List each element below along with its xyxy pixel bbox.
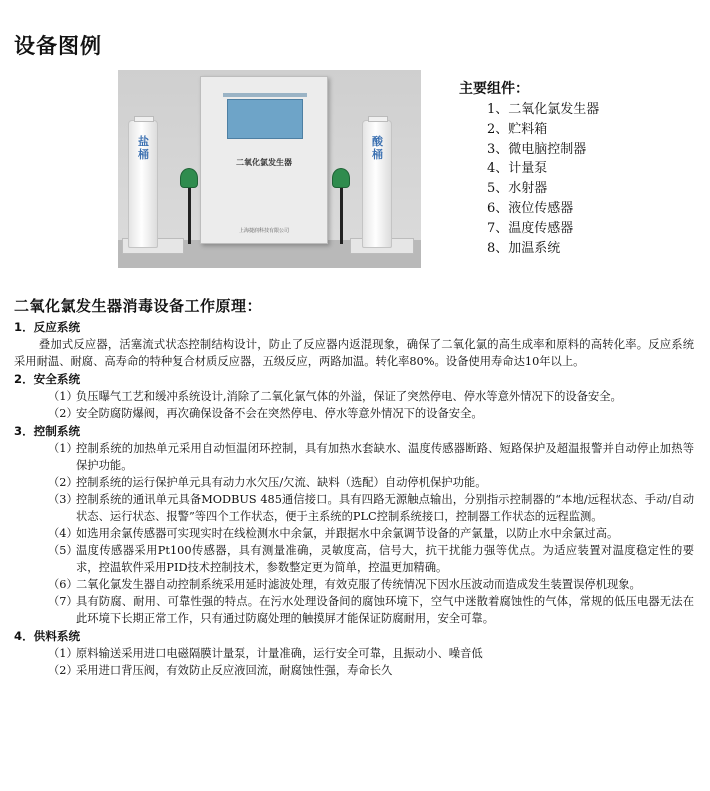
component-number: 4、 [487,161,509,177]
item-text: 二氧化氯发生器自动控制系统采用延时滤波处理，有效克服了传统情况下因水压波动而造成发生装置误停机现象。 [76,578,641,591]
section-item [14,662,694,679]
components-list [487,100,599,258]
section-heading: 4．供料系统 [14,629,81,643]
item-text: 控制系统的运行保护单元具有动力水欠压/欠流、缺料（选配）自动停机保护功能。 [76,476,487,489]
item-number: （3） [48,493,78,506]
item-number: （2） [48,407,78,420]
item-text: 负压曝气工艺和缓冲系统设计,消除了二氧化氯气体的外溢，保证了突然停电、停水等意外情况下的设备安全。 [76,390,622,403]
component-number: 2、 [487,121,509,137]
controller-screen [227,99,303,139]
principle-section [14,370,694,422]
section-item [14,576,694,593]
component-number: 7、 [487,220,509,236]
left-metering-pump [180,168,198,188]
section-item [14,542,694,576]
left-pipe [188,188,191,244]
cabinet-name: 二氧化氯发生器 [236,158,292,167]
section-item [14,440,694,474]
components-panel [459,78,599,258]
right-tank-label: 酸桶 [372,135,383,161]
component-item [487,179,599,199]
principle-body [14,318,694,679]
section-item [14,388,694,405]
page-heading: 设备图例 [14,34,102,58]
principle-section [14,627,694,679]
component-label: 微电脑控制器 [508,141,587,157]
item-number: （2） [48,664,78,677]
component-item [487,120,599,140]
item-text: 控制系统的加热单元采用自动恒温闭环控制，具有加热水套缺水、温度传感器断路、短路保护及超温报警并自动停止加热等保护功能。 [76,442,694,472]
right-tank-cap [368,116,388,122]
right-metering-pump [332,168,350,188]
section-item [14,491,694,525]
section-paragraph: 叠加式反应器，活塞流式状态控制结构设计，防止了反应器内返混现象，确保了二氧化氯的高生成率和原料的高转化率。反应系统采用耐温、耐腐、高寿命的特种复合材质反应器，五级反应，两路加温。转化率80%。设备使用寿命达10年以上。 [14,338,694,368]
component-label: 二氧化氯发生器 [508,102,600,117]
section-item [14,474,694,491]
components-title: 主要组件： [459,81,529,97]
right-pipe [340,188,343,244]
principle-title: 二氧化氯发生器消毒设备工作原理： [14,297,263,315]
section-item [14,405,694,422]
item-text: 具有防腐、耐用、可靠性强的特点。在污水处理设备间的腐蚀环境下，空气中迷散着腐蚀性的气体，常规的低压电器无法在此环境下长期正常工作，只有通过防腐处理的触摸屏才能保证防腐耐用，安全可靠。 [76,595,694,625]
cabinet-maker: 上海捷润科技有限公司 [238,228,289,234]
item-number: （2） [48,476,78,489]
item-number: （1） [48,647,78,660]
item-number: （7） [48,595,78,608]
component-label: 计量泵 [508,161,548,177]
principle-section [14,318,694,370]
cabinet-title-strip [223,93,307,97]
component-item [487,239,599,259]
section-item [14,525,694,542]
section-item [14,645,694,662]
component-number: 3、 [487,141,509,157]
item-text: 控制系统的通讯单元具备MODBUS 485通信接口。具有四路无源触点输出，分别指示控制器的“本地/远程状态、手动/自动状态、运行状态、报警”等四个工作状态，便于主系统的PLC控制系统接口，控制器工作状态的远程监测。 [76,493,694,523]
component-item [487,199,599,219]
section-heading: 2．安全系统 [14,372,81,386]
left-tank [128,120,158,248]
component-number: 1、 [487,102,509,117]
item-text: 安全防腐防爆阀，再次确保设备不会在突然停电、停水等意外情况下的设备安全。 [76,407,483,420]
item-number: （1） [48,442,78,455]
component-number: 5、 [487,181,509,197]
section-item [14,593,694,627]
generator-cabinet [200,76,328,244]
section-heading: 3．控制系统 [14,424,81,438]
component-item [487,140,599,160]
item-text: 原料输送采用进口电磁隔膜计量泵，计量准确，运行安全可靠，且振动小、噪音低 [76,647,483,660]
component-label: 加温系统 [508,240,561,256]
left-tank-cap [134,116,154,122]
item-number: （1） [48,390,78,403]
equipment-photo [118,70,421,268]
right-tank [362,120,392,248]
item-number: （6） [48,578,78,591]
component-number: 6、 [487,200,509,216]
principle-section [14,422,694,627]
section-heading: 1．反应系统 [14,320,81,334]
component-item [487,159,599,179]
item-text: 采用进口背压阀，有效防止反应液回流，耐腐蚀性强，寿命长久 [76,664,393,677]
component-label: 水射器 [508,181,548,197]
component-label: 温度传感器 [508,220,574,236]
item-number: （4） [48,527,78,540]
component-item [487,100,599,120]
component-label: 液位传感器 [508,200,574,216]
component-label: 贮料箱 [508,121,548,137]
component-item [487,219,599,239]
component-number: 8、 [487,240,509,256]
left-tank-label: 盐桶 [138,135,149,161]
item-text: 温度传感器采用Pt100传感器，具有测量准确，灵敏度高，信号大，抗干扰能力强等优点。为适应装置对温度稳定性的要求，控温软件采用PID技术控制技术，参数整定更为简单，控温更加精确。 [76,544,694,574]
item-number: （5） [48,544,78,557]
item-text: 如选用余氯传感器可实现实时在线检测水中余氯，并跟据水中余氯调节设备的产氯量，以防止水中余氯过高。 [76,527,619,540]
